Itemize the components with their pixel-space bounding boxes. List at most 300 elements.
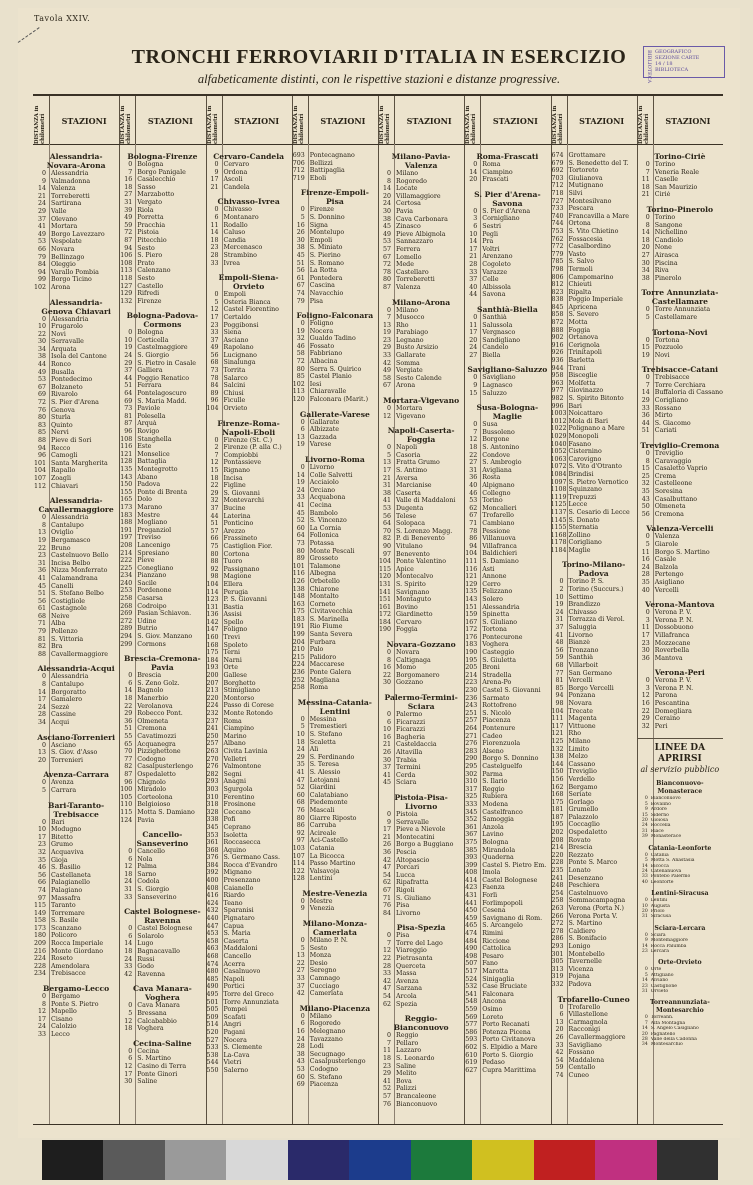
station-name: Verdello bbox=[568, 775, 595, 783]
station-distance: 33 bbox=[210, 329, 219, 337]
station-row bbox=[33, 353, 119, 361]
station-row bbox=[206, 634, 292, 642]
station-name: Castel Fiorentino bbox=[223, 306, 279, 314]
station-name: Montecalvo bbox=[396, 573, 434, 581]
station-row bbox=[33, 575, 119, 583]
station-name: Firenze (P. alla C.) bbox=[223, 444, 282, 452]
station-row bbox=[464, 581, 550, 589]
station-name: Parabiago bbox=[396, 329, 429, 337]
station-name: Frassineto bbox=[223, 535, 258, 543]
station-row bbox=[464, 710, 550, 718]
station-distance: 235 bbox=[551, 867, 564, 875]
station-row bbox=[551, 867, 637, 875]
station-row bbox=[551, 524, 637, 532]
station-name: Lecco bbox=[51, 1031, 70, 1038]
station-distance: 234 bbox=[33, 970, 46, 978]
station-distance: 53 bbox=[382, 504, 391, 512]
station-name: Anagni bbox=[223, 778, 246, 786]
station-row bbox=[551, 897, 637, 905]
station-name: Buffaloria di Cassano bbox=[654, 389, 723, 397]
page-subtitle: alfabeticamente distinti, con le rispettive stazioni e distanze progressive. bbox=[197, 72, 561, 86]
station-distance: 490 bbox=[206, 983, 219, 991]
station-distance: 50 bbox=[641, 503, 650, 511]
station-row bbox=[464, 284, 550, 292]
stamp-line-3: 14 / 18 bbox=[655, 61, 673, 67]
station-name: Scaletta bbox=[309, 738, 336, 746]
station-name: Narni bbox=[223, 656, 242, 664]
station-row bbox=[292, 853, 378, 861]
station-distance: 12 bbox=[210, 459, 219, 467]
station-distance: 9 bbox=[386, 818, 391, 826]
station-name: Acerra bbox=[223, 960, 246, 968]
station-name: Telese bbox=[396, 512, 417, 520]
station-row bbox=[119, 1055, 205, 1063]
station-name: Sgurgola bbox=[223, 785, 253, 793]
station-name: Zollino bbox=[568, 531, 591, 539]
station-name: Borgo S. Donnino bbox=[482, 755, 539, 763]
station-name: S. Teresa bbox=[309, 761, 340, 769]
station-name: Torrazza di Verol. bbox=[568, 616, 625, 624]
station-row bbox=[378, 741, 464, 749]
planned-station-name: Augusta bbox=[650, 903, 670, 909]
station-distance: 744 bbox=[551, 220, 564, 228]
station-name: S. Antonino bbox=[482, 444, 520, 452]
station-distance: 28 bbox=[210, 251, 219, 259]
station-name: Roma bbox=[309, 684, 329, 692]
station-row bbox=[378, 757, 464, 765]
station-distance: 193 bbox=[206, 664, 219, 672]
station-name: Rignano bbox=[223, 467, 250, 474]
station-distance: 28 bbox=[641, 571, 650, 579]
station-distance: 45 bbox=[296, 509, 305, 517]
station-name: Pegli bbox=[482, 230, 498, 238]
station-name: Porretta bbox=[137, 214, 164, 222]
station-distance: 67 bbox=[296, 282, 305, 290]
station-name: S. Pietro in Casale bbox=[137, 359, 197, 367]
station-distance: 21 bbox=[382, 833, 391, 841]
station-name: Savigliano bbox=[482, 374, 516, 382]
line-section bbox=[119, 907, 205, 978]
station-name: Siena bbox=[223, 329, 242, 337]
station-row bbox=[206, 847, 292, 855]
station-name: Carovigno bbox=[568, 455, 602, 463]
station-row bbox=[292, 298, 378, 306]
station-name: Tortona bbox=[482, 626, 507, 634]
station-row bbox=[378, 970, 464, 978]
station-row bbox=[206, 999, 292, 1007]
station-distance: 243 bbox=[465, 702, 478, 710]
station-distance: 6 bbox=[559, 1011, 564, 1019]
station-name: Case Bruciate bbox=[482, 983, 528, 991]
station-distance: 183 bbox=[292, 615, 305, 623]
station-name: Cancello bbox=[223, 953, 252, 960]
station-name: Arona bbox=[51, 283, 71, 291]
station-distance: 569 bbox=[465, 1013, 478, 1021]
station-name: Camogli bbox=[51, 452, 78, 460]
station-distance: 37 bbox=[296, 982, 305, 990]
station-row bbox=[378, 452, 464, 460]
station-row bbox=[206, 892, 292, 900]
station-name: Ancona bbox=[482, 998, 506, 1006]
line-title: Milano-Arona bbox=[392, 297, 451, 307]
station-distance: 41 bbox=[37, 223, 46, 231]
station-name: Aversa bbox=[396, 474, 418, 482]
station-name: S. Alessio bbox=[309, 768, 341, 776]
station-row bbox=[378, 216, 464, 224]
station-distance: 8 bbox=[645, 221, 650, 229]
station-row bbox=[292, 593, 378, 601]
station-name: Ponte Galera bbox=[309, 669, 352, 677]
station-row bbox=[637, 337, 723, 345]
station-row bbox=[464, 550, 550, 558]
station-distance: 77 bbox=[124, 755, 133, 763]
station-row bbox=[551, 372, 637, 380]
station-name: Foligno bbox=[223, 626, 248, 634]
station-row bbox=[33, 598, 119, 606]
station-distance: 1012 bbox=[550, 417, 567, 425]
station-distance: 65 bbox=[124, 740, 133, 748]
station-distance: 8 bbox=[41, 1000, 46, 1008]
station-row bbox=[292, 525, 378, 533]
station-distance: 49 bbox=[37, 368, 46, 376]
station-name: Alpignano bbox=[482, 482, 515, 489]
station-row bbox=[33, 879, 119, 887]
station-name: Novara bbox=[568, 699, 592, 707]
station-distance: 51 bbox=[124, 725, 133, 733]
station-row bbox=[551, 463, 637, 471]
station-name: Querceta bbox=[396, 962, 426, 970]
station-name: Alseno bbox=[482, 747, 504, 755]
stamp-line-4: BIBLIOTECA bbox=[655, 67, 689, 73]
station-name: Trofarello bbox=[568, 1003, 601, 1011]
station-row bbox=[119, 329, 205, 337]
color-calibration-strip bbox=[42, 1140, 718, 1180]
station-distance: 11 bbox=[641, 176, 650, 184]
station-row bbox=[464, 344, 550, 352]
station-distance: 49 bbox=[124, 214, 133, 222]
station-distance: 12 bbox=[641, 692, 650, 700]
station-row bbox=[637, 723, 723, 731]
station-row bbox=[206, 794, 292, 802]
station-row bbox=[551, 821, 637, 829]
station-row bbox=[33, 254, 119, 262]
station-distance: 0 bbox=[645, 161, 650, 168]
planned-station-name: Riace bbox=[650, 828, 664, 834]
station-distance: 224 bbox=[206, 702, 219, 710]
planned-station-distance: 33 bbox=[641, 874, 648, 880]
station-distance: 0 bbox=[214, 161, 219, 168]
station-name: Acquanegra bbox=[137, 740, 176, 748]
station-distance: 183 bbox=[120, 511, 133, 519]
station-row bbox=[551, 517, 637, 525]
station-distance: 7 bbox=[128, 168, 133, 176]
station-distance: 118 bbox=[120, 274, 133, 282]
station-name: Lonigo bbox=[568, 942, 591, 950]
station-name: Cerignola bbox=[568, 341, 600, 349]
station-row bbox=[551, 342, 637, 350]
planned-station-distance: 28 bbox=[641, 1037, 648, 1043]
station-row bbox=[378, 1085, 464, 1093]
station-row bbox=[292, 555, 378, 563]
station-name: Saluggia bbox=[568, 624, 597, 632]
station-distance: 76 bbox=[382, 1100, 391, 1108]
station-distance: 376 bbox=[206, 854, 219, 862]
station-distance: 14 bbox=[296, 471, 305, 479]
station-distance: 68 bbox=[210, 359, 219, 367]
station-distance: 33 bbox=[469, 268, 478, 276]
station-distance: 31 bbox=[555, 616, 564, 624]
station-row bbox=[33, 346, 119, 354]
station-distance: 41 bbox=[382, 1077, 391, 1085]
station-distance: 586 bbox=[465, 1028, 478, 1036]
station-row bbox=[119, 809, 205, 817]
line-title: Chivasso-Ivrea bbox=[217, 197, 280, 207]
station-name: Saline bbox=[396, 1062, 416, 1070]
line-title: Treviglio-Cremona bbox=[640, 441, 720, 451]
table-column bbox=[119, 96, 206, 1124]
station-distance: 88 bbox=[37, 650, 46, 658]
table-column bbox=[551, 96, 638, 1124]
station-distance: 78 bbox=[382, 268, 391, 276]
station-row bbox=[119, 848, 205, 856]
station-distance: 30 bbox=[296, 236, 305, 244]
station-row bbox=[464, 253, 550, 261]
line-section bbox=[33, 664, 119, 726]
station-row bbox=[292, 214, 378, 222]
column-body bbox=[551, 146, 637, 1124]
line-section bbox=[378, 793, 464, 917]
station-distance: 550 bbox=[206, 1066, 219, 1074]
planned-station-name: Attigliano bbox=[650, 972, 674, 978]
line-section bbox=[637, 668, 723, 730]
station-name: Foggia bbox=[568, 326, 591, 334]
station-name: Falconara bbox=[482, 990, 514, 998]
station-distance: 619 bbox=[465, 1059, 478, 1067]
station-name: Sommacampagna bbox=[568, 897, 626, 905]
station-distance: 24 bbox=[124, 955, 133, 963]
station-distance: 345 bbox=[465, 808, 478, 816]
line-title: Firenze-Empoli-Pisa bbox=[300, 188, 369, 207]
station-distance: 33 bbox=[641, 404, 650, 412]
station-distance: 1072 bbox=[550, 463, 567, 471]
station-row bbox=[551, 685, 637, 693]
line-section bbox=[464, 190, 550, 299]
station-row bbox=[464, 322, 550, 330]
station-name: Casteldaccia bbox=[396, 741, 437, 749]
station-distance: 441 bbox=[465, 899, 478, 907]
station-row bbox=[292, 1013, 378, 1021]
station-distance: 214 bbox=[465, 671, 478, 679]
station-row bbox=[378, 513, 464, 521]
station-distance: 250 bbox=[206, 732, 219, 740]
station-distance: 79 bbox=[37, 253, 46, 261]
planned-station-name: Lentini bbox=[650, 898, 668, 904]
station-row bbox=[33, 902, 119, 910]
station-row bbox=[551, 1034, 637, 1042]
station-name: Chieuti bbox=[568, 281, 592, 289]
planned-station-name: Valle della Cadonna bbox=[650, 1037, 697, 1043]
station-distance: 858 bbox=[551, 311, 564, 319]
station-distance: 7 bbox=[386, 314, 391, 322]
station-name: Saline bbox=[137, 1078, 158, 1086]
station-row bbox=[292, 875, 378, 883]
station-name: Motta S. Damiano bbox=[137, 808, 195, 816]
station-distance: 838 bbox=[551, 296, 564, 304]
station-row bbox=[464, 930, 550, 938]
line-title: Palermo-Termini-Sciara bbox=[384, 693, 458, 712]
station-distance: 104 bbox=[551, 707, 564, 715]
station-name: Varallo Pombia bbox=[51, 268, 99, 276]
planned-line-title: Torreannunziata-Montesarchio bbox=[649, 999, 710, 1015]
station-distance: 52 bbox=[382, 1085, 391, 1093]
station-distance: 36 bbox=[382, 848, 391, 856]
station-name: Milano bbox=[396, 306, 419, 314]
line-title: Torre Annunziata-Castellamare bbox=[641, 288, 719, 307]
station-distance: 19 bbox=[382, 329, 391, 337]
station-row bbox=[637, 677, 723, 685]
station-row bbox=[206, 444, 292, 452]
station-name: Gorlago bbox=[568, 798, 594, 806]
station-name: Palidoro bbox=[309, 653, 337, 661]
stations-header-label: STAZIONI bbox=[320, 116, 366, 126]
station-distance: 12 bbox=[124, 1062, 133, 1070]
planned-station-name: Siracusa bbox=[650, 914, 671, 920]
station-name: Seregno bbox=[309, 967, 337, 975]
station-distance: 0 bbox=[128, 329, 133, 337]
station-name: Signa bbox=[309, 221, 328, 229]
station-row bbox=[119, 565, 205, 573]
station-row bbox=[33, 361, 119, 369]
station-name: Vitulano bbox=[396, 542, 423, 550]
station-name: Pontelagoscuro bbox=[137, 390, 187, 398]
station-name: Costigliole bbox=[51, 597, 85, 605]
station-name: Corneto bbox=[309, 600, 336, 608]
station-distance: 12 bbox=[382, 947, 391, 955]
station-name: S. Vincenzo bbox=[309, 517, 347, 525]
station-name: Tavazzano bbox=[309, 1035, 343, 1043]
station-name: Giarre Riposto bbox=[309, 814, 357, 822]
station-name: Castelfranco bbox=[482, 808, 523, 816]
station-distance: 32 bbox=[641, 480, 650, 488]
station-name: Saluzzo bbox=[482, 389, 507, 397]
station-row bbox=[292, 723, 378, 731]
station-distance: 31 bbox=[469, 466, 478, 474]
station-row bbox=[637, 267, 723, 275]
station-name: Brescia bbox=[568, 844, 593, 852]
calibration-swatch bbox=[226, 1140, 287, 1180]
station-distance: 26 bbox=[382, 841, 391, 849]
station-row bbox=[33, 948, 119, 956]
station-distance: 474 bbox=[465, 930, 478, 938]
station-distance: 505 bbox=[206, 1006, 219, 1014]
station-row bbox=[378, 726, 464, 734]
station-name: Cremona bbox=[137, 725, 167, 733]
station-name: Polesella bbox=[137, 412, 166, 420]
station-distance: 33 bbox=[382, 970, 391, 978]
station-name: Salussola bbox=[482, 321, 513, 329]
station-row bbox=[119, 894, 205, 902]
table-column bbox=[378, 96, 465, 1124]
station-name: Giardini bbox=[309, 784, 336, 792]
station-row bbox=[206, 611, 292, 619]
calibration-swatch bbox=[595, 1140, 656, 1180]
station-name: Figline bbox=[223, 482, 246, 490]
station-row bbox=[637, 306, 723, 314]
station-name: Codogno bbox=[137, 755, 166, 763]
page-title: TRONCHI FERROVIARII D'ITALIA IN ESERCIZIO bbox=[131, 46, 627, 68]
planned-station-name: Lercara bbox=[650, 948, 669, 954]
station-row bbox=[551, 943, 637, 951]
station-row bbox=[292, 419, 378, 427]
railway-table bbox=[33, 94, 723, 1125]
station-name: S. Spirito Bitonto bbox=[568, 395, 624, 402]
station-row bbox=[551, 319, 637, 327]
planned-station-name: Motta S. Anastasia bbox=[650, 858, 695, 864]
planned-line-title: Orte-Orvieto bbox=[658, 959, 702, 967]
station-name: Melzo bbox=[568, 753, 588, 761]
planned-lines-subtitle: al servizio pubblico bbox=[640, 765, 720, 775]
planned-station-name: Orte bbox=[650, 967, 662, 973]
station-distance: 54 bbox=[555, 1056, 564, 1064]
station-distance: 727 bbox=[551, 197, 564, 205]
station-distance: 806 bbox=[551, 273, 564, 281]
station-distance: 120 bbox=[292, 396, 305, 404]
station-name: S. Pier d'Arena bbox=[51, 399, 99, 407]
station-row bbox=[464, 922, 550, 930]
station-name: Polignano a Mare bbox=[568, 425, 625, 433]
station-name: Fossano bbox=[568, 1049, 595, 1057]
station-name: Torre Annunziata bbox=[654, 306, 711, 314]
station-distance: 87 bbox=[382, 283, 391, 291]
station-row bbox=[464, 900, 550, 908]
station-distance: 67 bbox=[382, 886, 391, 894]
station-distance: 5 bbox=[214, 298, 219, 306]
station-name: Condove bbox=[482, 451, 511, 459]
station-name: S. Vito Chietino bbox=[568, 227, 619, 235]
station-distance: 173 bbox=[120, 503, 133, 511]
station-distance: 144 bbox=[551, 760, 564, 768]
station-distance: 94 bbox=[37, 444, 46, 452]
station-row bbox=[119, 672, 205, 680]
station-row bbox=[292, 639, 378, 647]
station-distance: 38 bbox=[296, 244, 305, 252]
station-row bbox=[637, 382, 723, 390]
station-name: Salerno bbox=[223, 1066, 249, 1074]
station-name: Ronco bbox=[51, 361, 71, 369]
station-name: Piacenza bbox=[482, 717, 511, 725]
line-section bbox=[292, 698, 378, 883]
station-row bbox=[637, 640, 723, 648]
station-name: Sarzana bbox=[396, 985, 422, 993]
line-title: Mortara-Vigevano bbox=[383, 396, 460, 406]
station-distance: 527 bbox=[206, 1036, 219, 1044]
station-distance: 115 bbox=[378, 565, 391, 573]
station-row bbox=[637, 617, 723, 625]
station-distance: 176 bbox=[465, 633, 478, 641]
station-row bbox=[206, 566, 292, 574]
station-row bbox=[378, 444, 464, 452]
station-distance: 128 bbox=[120, 458, 133, 466]
station-row bbox=[464, 208, 550, 216]
station-name: Asigliano bbox=[654, 578, 685, 586]
station-name: Settimo bbox=[568, 593, 594, 601]
planned-station-name: Bianconuovo bbox=[650, 796, 681, 802]
planned-station-name: Torreann. bbox=[650, 1015, 674, 1021]
line-section bbox=[637, 365, 723, 435]
station-name: Velletri bbox=[223, 755, 247, 763]
station-row bbox=[637, 541, 723, 549]
station-distance: 17 bbox=[382, 467, 391, 474]
